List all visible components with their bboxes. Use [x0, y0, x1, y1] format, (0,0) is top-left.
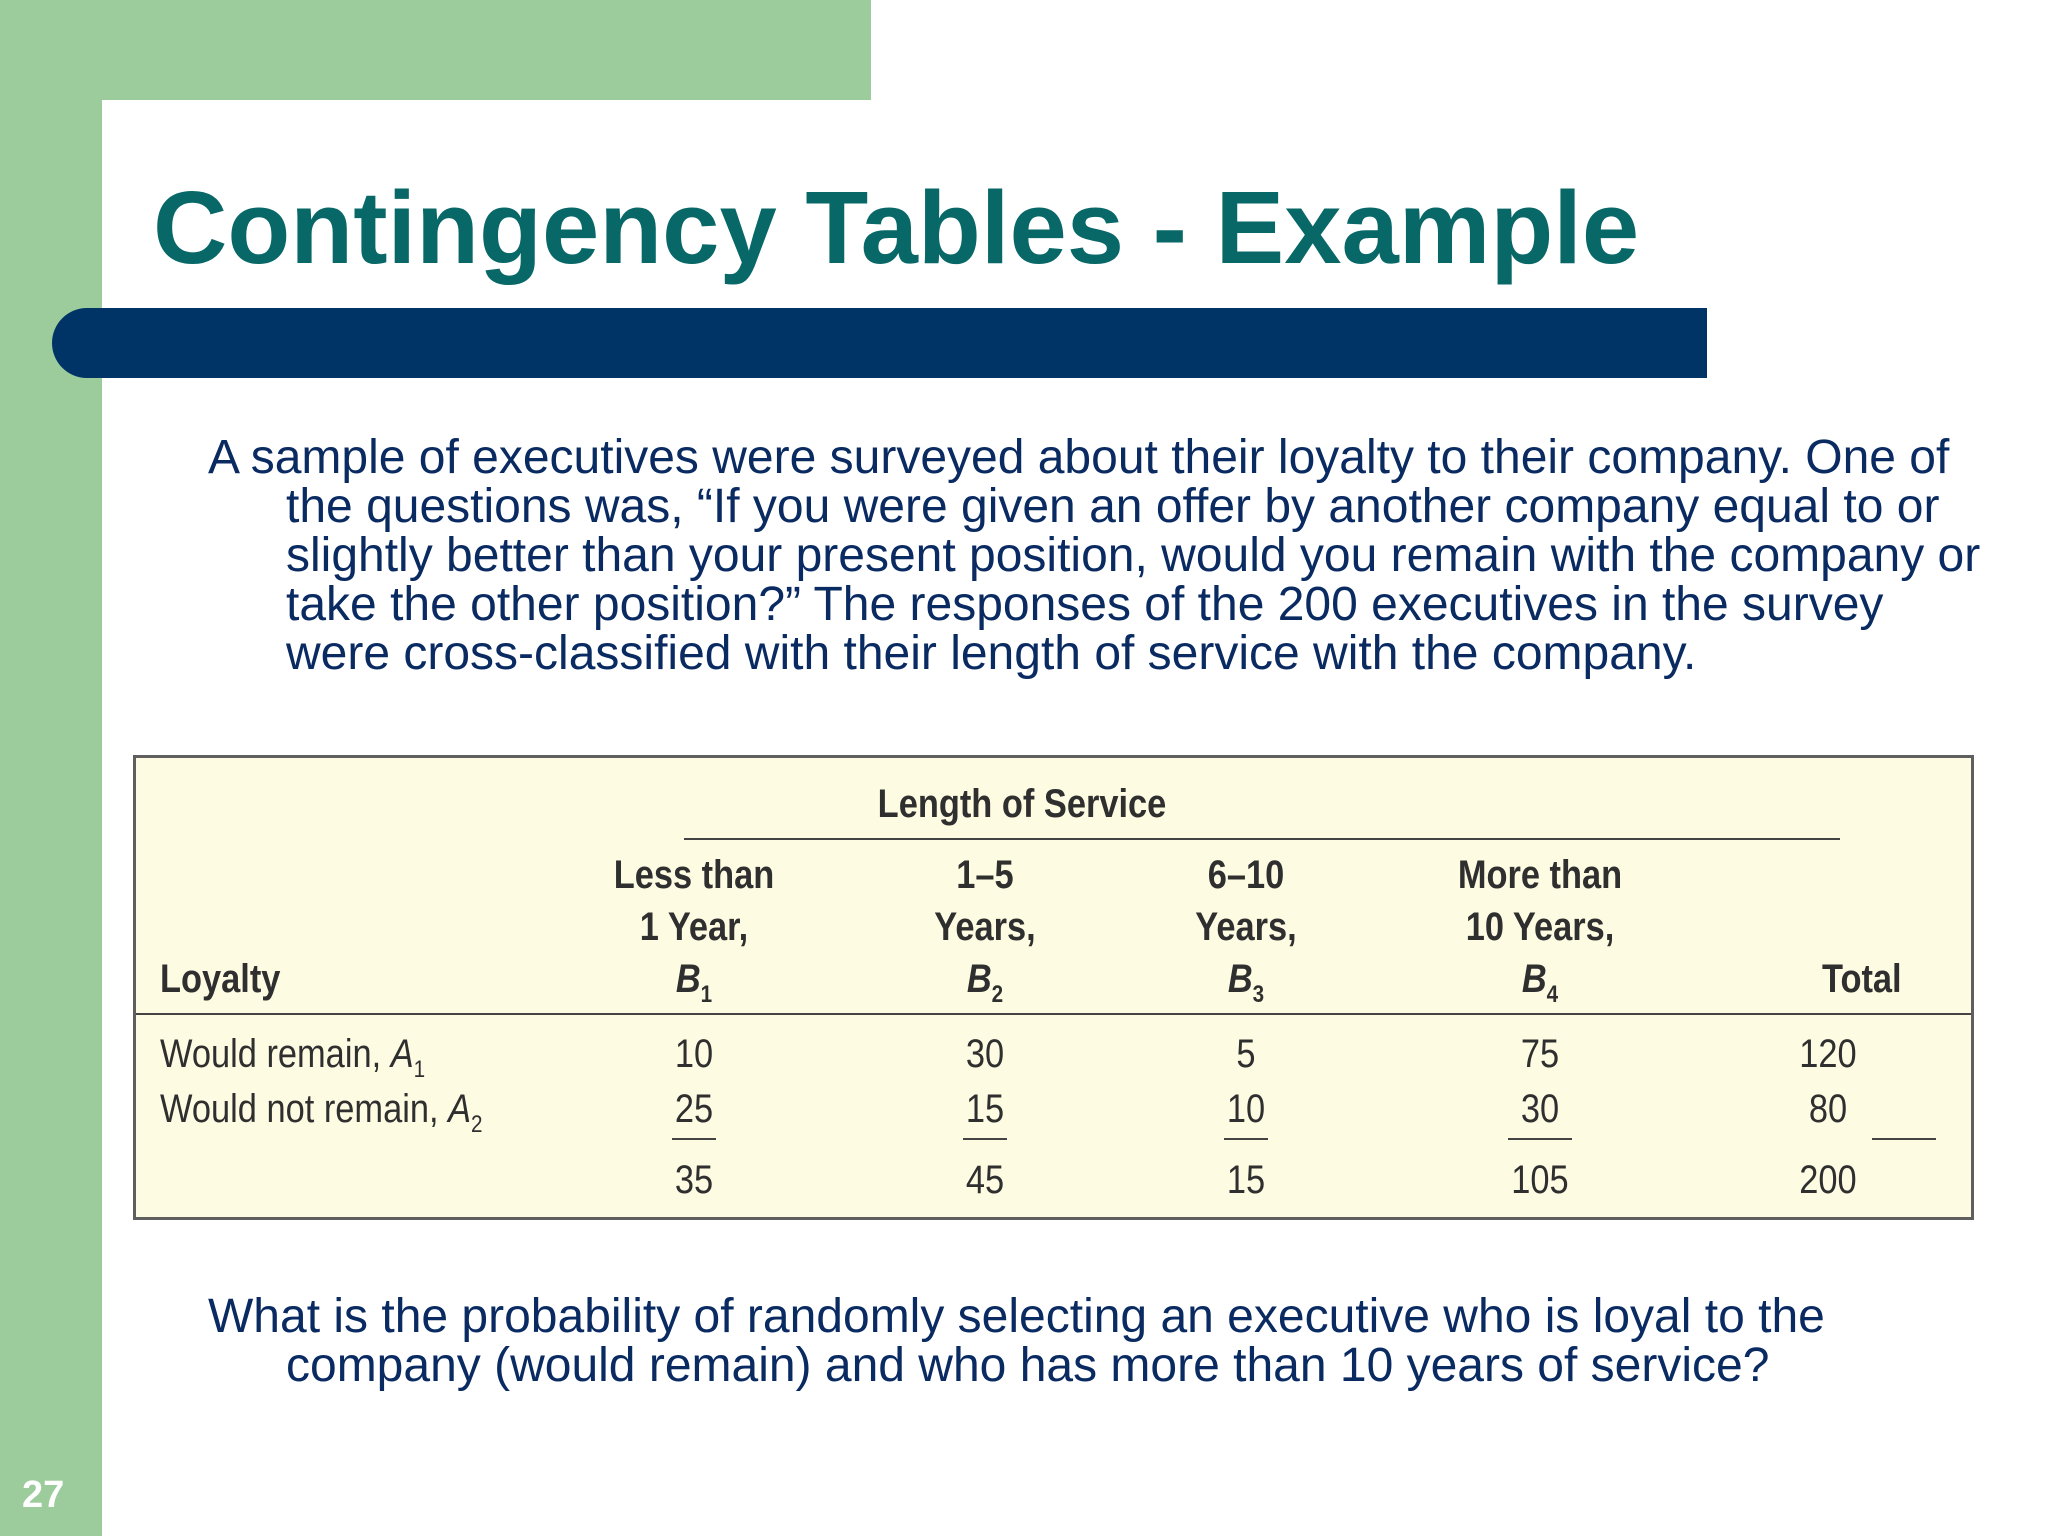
cell-grand-total: 200 — [1799, 1158, 1857, 1202]
cell-total-c1: 35 — [674, 1158, 714, 1202]
col-header-3-line1: 6–10 — [1207, 853, 1285, 897]
question-paragraph: What is the probability of randomly selecting an executive who is loyal to the company (would remain) and who has more than 10 years of service? — [208, 1290, 1825, 1392]
cell-total-c2: 45 — [965, 1158, 1005, 1202]
sum-line-total — [1872, 1138, 1936, 1140]
col-header-1 — [591, 849, 797, 1021]
green-sidebar — [0, 0, 102, 1536]
col-header-4-var: $B_4$ — [1521, 957, 1559, 1008]
group-header-length-of-service: Length of Service — [877, 782, 1167, 826]
cell-r2-c1: 25 — [674, 1087, 714, 1131]
total-header: Total — [1822, 957, 1902, 1001]
green-top-band — [0, 0, 871, 100]
col-header-1-line1: Less than — [613, 853, 775, 897]
sum-line-c3 — [1224, 1138, 1268, 1140]
sum-line-c2 — [963, 1138, 1007, 1140]
cell-r2-total: 80 — [1808, 1087, 1848, 1131]
group-header-rule — [684, 838, 1840, 840]
cell-total-c4: 105 — [1511, 1158, 1569, 1202]
cell-r1-c3: 5 — [1236, 1032, 1256, 1076]
cell-r2-c4: 30 — [1520, 1087, 1560, 1131]
row-header-loyalty: Loyalty — [160, 957, 281, 1001]
cell-r2-c2: 15 — [965, 1087, 1005, 1131]
intro-paragraph: A sample of executives were surveyed about their loyalty to their company. One of the questions was, “If you were given an offer by another company equal to or slightly better than your present position, would you remain with the company or take the other position?” The responses of the 200 executives in the survey were cross-classified with their length of service with the company. — [208, 431, 1981, 680]
col-header-4 — [1428, 849, 1652, 1021]
col-header-2-line2: Years, — [934, 905, 1036, 949]
header-rule — [136, 1013, 1971, 1015]
cell-r2-c3: 10 — [1226, 1087, 1266, 1131]
contingency-table — [133, 755, 1974, 1220]
cell-r1-c2: 30 — [965, 1032, 1005, 1076]
col-header-1-line2: 1 Year, — [639, 905, 749, 949]
col-header-3 — [1143, 849, 1349, 1021]
cell-total-c3: 15 — [1226, 1158, 1266, 1202]
col-header-2-line1: 1–5 — [956, 853, 1014, 897]
sum-line-c1 — [672, 1138, 716, 1140]
col-header-1-var: $B_1$ — [675, 957, 713, 1008]
col-header-3-var: $B_3$ — [1227, 957, 1265, 1008]
slide-number: 27 — [22, 1474, 65, 1516]
col-header-2-var: $B_2$ — [966, 957, 1004, 1008]
row-label-would-not-remain: Would not remain, $A_2$ — [160, 1087, 483, 1138]
col-header-4-line2: 10 Years, — [1465, 905, 1615, 949]
col-header-2 — [882, 849, 1088, 1021]
cell-r1-total: 120 — [1799, 1032, 1857, 1076]
col-header-4-line1: More than — [1457, 853, 1623, 897]
cell-r1-c4: 75 — [1520, 1032, 1560, 1076]
col-header-3-line2: Years, — [1195, 905, 1297, 949]
slide-title: Contingency Tables - Example — [153, 170, 1640, 285]
sum-line-c4 — [1508, 1138, 1572, 1140]
title-underline-bar — [52, 308, 1707, 378]
row-label-would-remain: Would remain, $A_1$ — [160, 1032, 426, 1083]
cell-r1-c1: 10 — [674, 1032, 714, 1076]
